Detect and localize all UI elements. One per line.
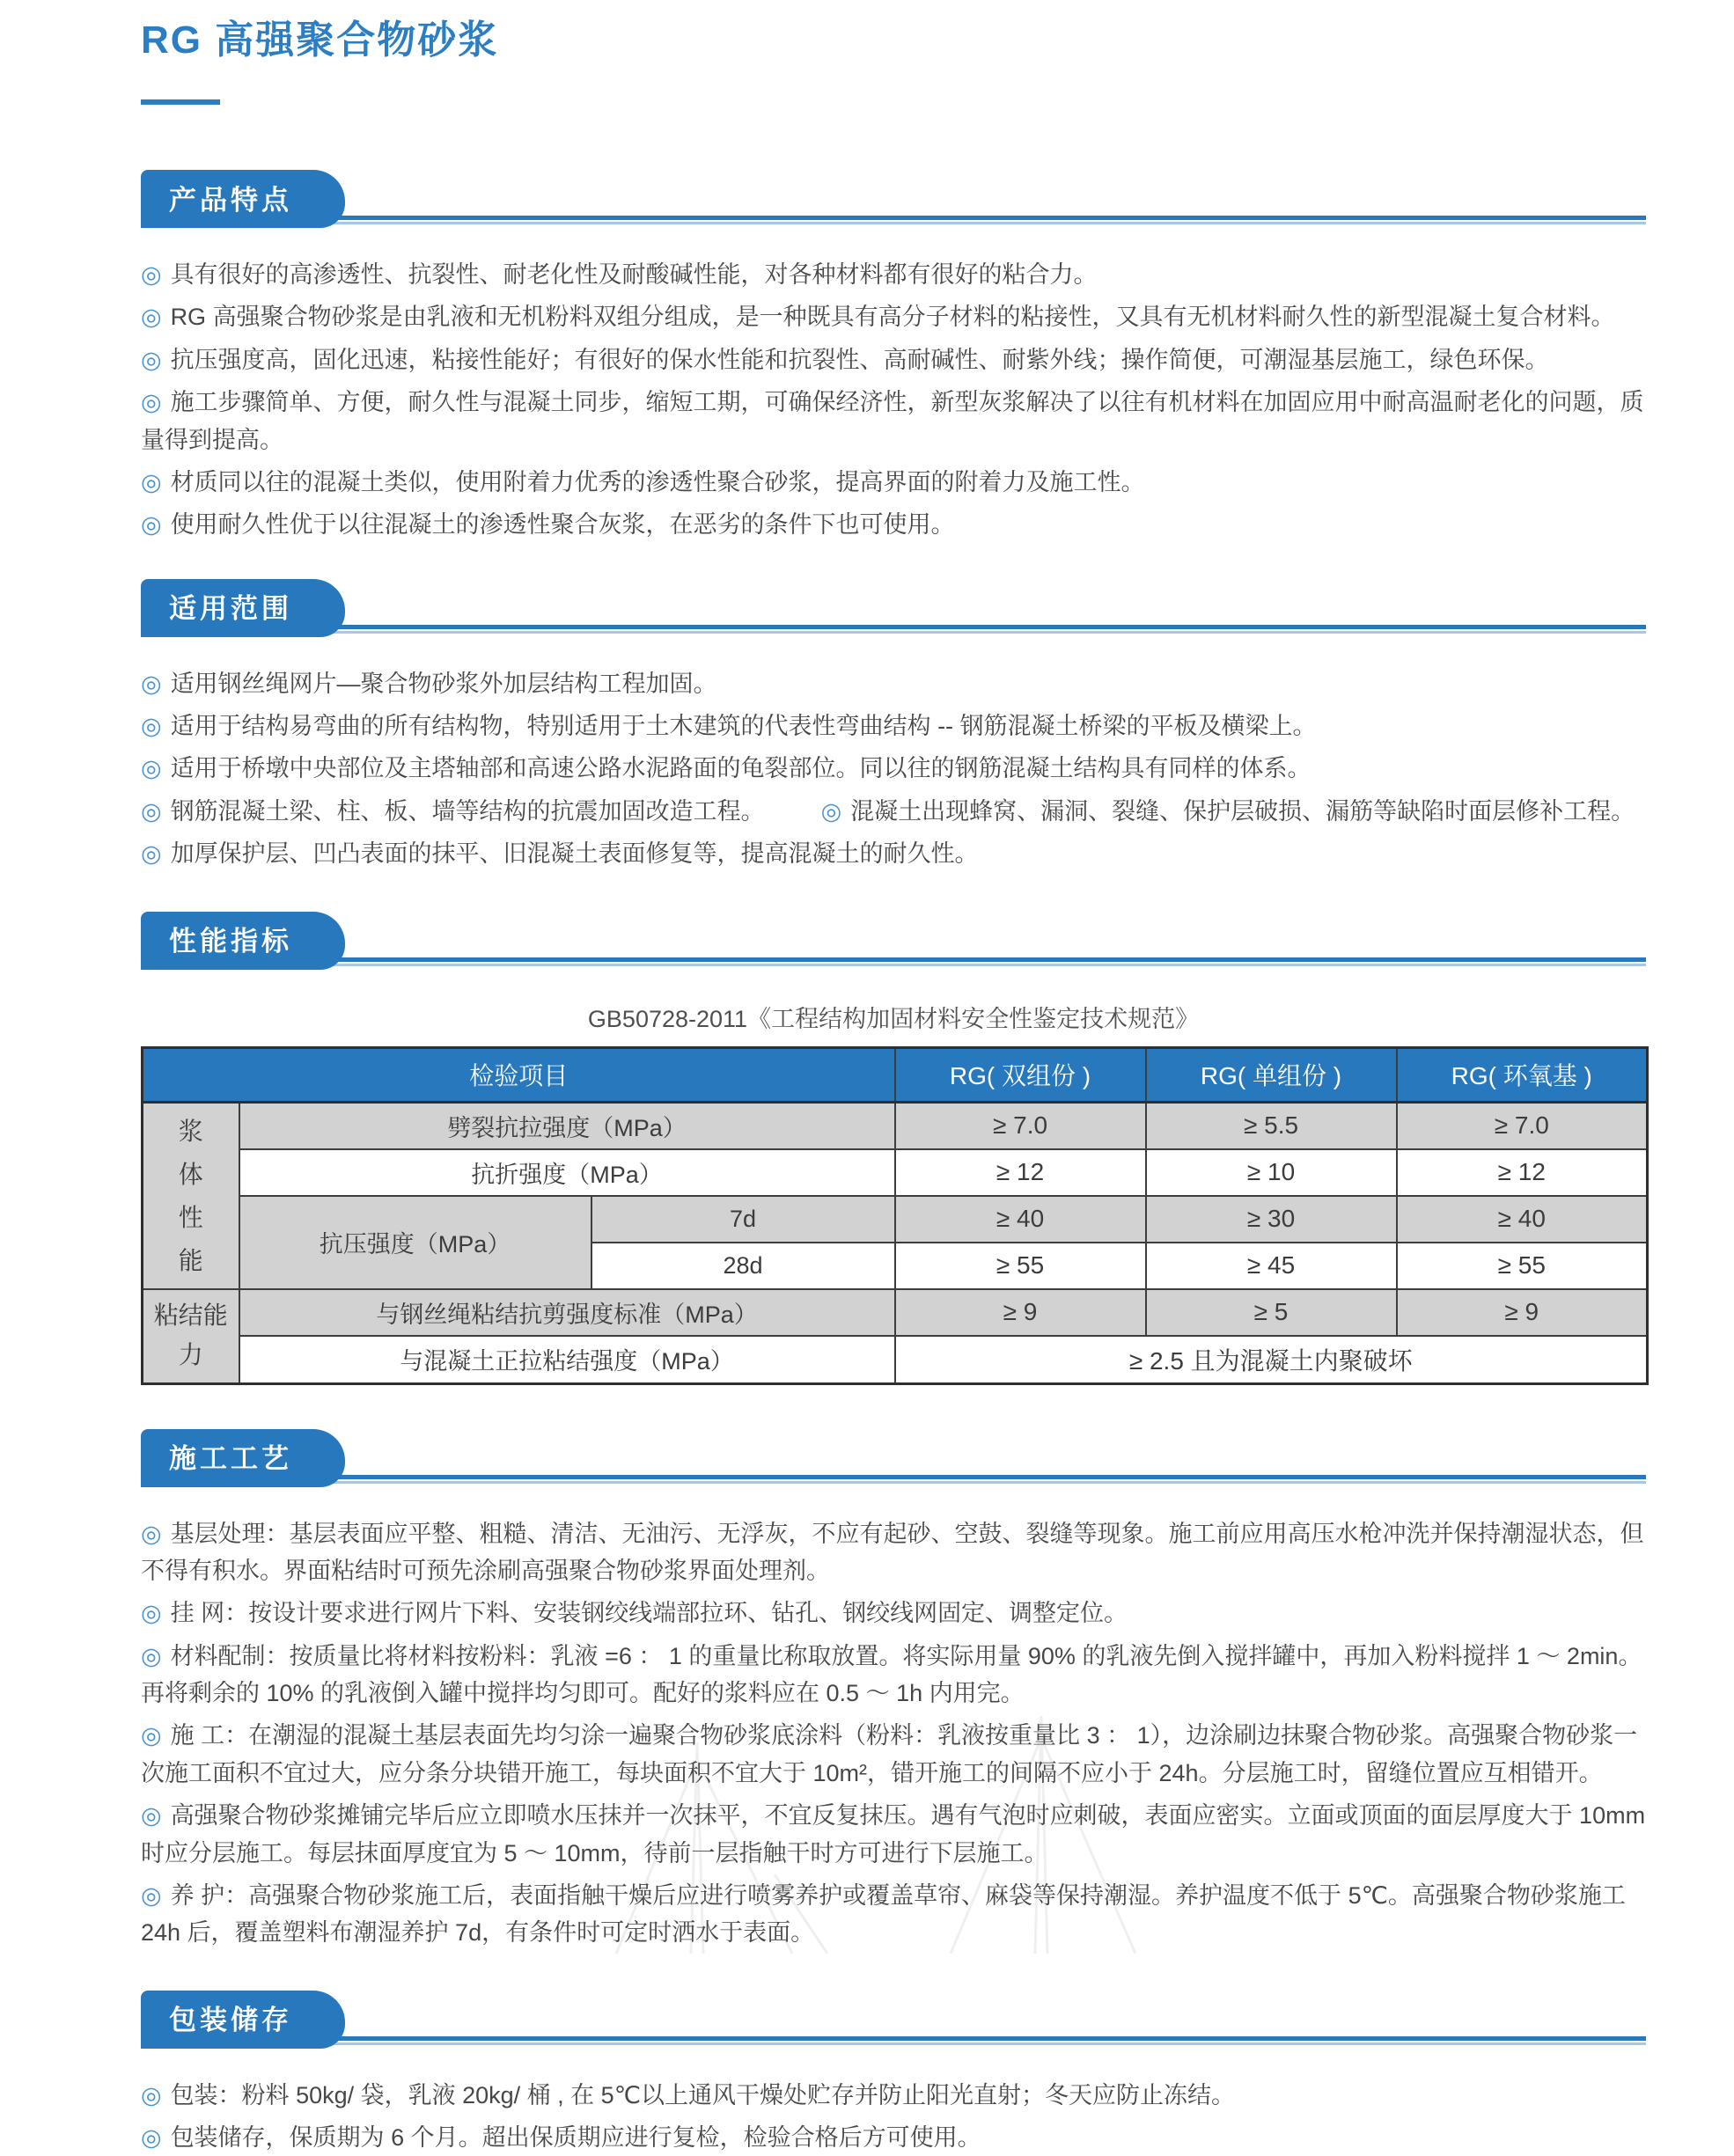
list-item <box>141 341 1646 378</box>
list-item-text: 材质同以往的混凝土类似，使用附着力优秀的渗透性聚合砂浆，提高界面的附着力及施工性。 <box>170 468 1145 495</box>
bullet-icon: ◎ <box>141 797 162 825</box>
value-cell: ≥ 55 <box>895 1243 1146 1289</box>
bullet-icon: ◎ <box>141 389 162 416</box>
header-cell-rg1: RG( 单组份 ) <box>1146 1047 1397 1102</box>
bullet-icon: ◎ <box>141 755 162 782</box>
value-cell: ≥ 30 <box>1146 1196 1397 1243</box>
section-tab-scope <box>141 579 345 637</box>
list-item <box>141 1638 1646 1712</box>
item-cell: 劈裂抗拉强度（MPa） <box>239 1102 895 1149</box>
bullet-icon: ◎ <box>141 1722 162 1749</box>
value-cell: ≥ 9 <box>1397 1289 1648 1336</box>
list-item-text: 抗压强度高，固化迅速，粘接性能好；有很好的保水性能和抗裂性、高耐碱性、耐紫外线；操作简便，可潮湿基层施工，绿色环保。 <box>170 346 1549 373</box>
value-cell: ≥ 12 <box>895 1149 1146 1196</box>
header-cell-rge: RG( 环氧基 ) <box>1397 1047 1648 1102</box>
table-row <box>143 1149 1648 1196</box>
list-item <box>141 1515 1646 1590</box>
bullet-icon: ◎ <box>141 1520 162 1547</box>
list-item-text: 加厚保护层、凹凸表面的抹平、旧混凝土表面修复等，提高混凝土的耐久性。 <box>170 840 979 868</box>
item-cell: 与钢丝绳粘结抗剪强度标准（MPa） <box>239 1289 895 1336</box>
table-caption: GB50728-2011《工程结构加固材料安全性鉴定技术规范》 <box>587 1005 1200 1032</box>
page-title: RG 高强聚合物砂浆 <box>141 18 499 62</box>
value-cell-span: ≥ 2.5 且为混凝土内聚破坏 <box>895 1336 1648 1384</box>
list-item-text: 钢筋混凝土梁、柱、板、墙等结构的抗震加固改造工程。 <box>170 797 765 825</box>
list-item-text: 包装：粉料 50kg/ 袋，乳液 20kg/ 桶 , 在 5℃以上通风干燥处贮存并防止阳光直射；冬天应防止冻结。 <box>170 2081 1236 2108</box>
bullet-icon: ◎ <box>141 1642 162 1669</box>
bullet-icon: ◎ <box>141 840 162 868</box>
bullet-icon: ◎ <box>141 511 162 539</box>
list-item <box>141 464 1646 501</box>
bullet-icon: ◎ <box>141 670 162 697</box>
list-item-text: 使用耐久性优于以往混凝土的渗透性聚合灰浆，在恶劣的条件下也可使用。 <box>170 511 955 539</box>
bullet-icon: ◎ <box>141 1802 162 1830</box>
features-list <box>141 256 1646 544</box>
section-rule <box>141 957 1646 962</box>
value-cell: ≥ 10 <box>1146 1149 1397 1196</box>
list-item-text: 适用钢丝绳网片—聚合物砂浆外加层结构工程加固。 <box>170 670 717 697</box>
bullet-icon: ◎ <box>141 2124 162 2151</box>
list-item <box>141 1717 1646 1792</box>
table-header-row <box>143 1047 1648 1102</box>
section-header-features <box>141 170 1646 231</box>
section-title: 性能指标 <box>169 926 292 957</box>
list-item <box>141 256 1646 293</box>
section-rule <box>141 2036 1646 2041</box>
scope-list <box>141 665 1646 873</box>
table-row <box>143 1196 1648 1243</box>
table-row <box>143 1289 1648 1336</box>
sub-cell: 28d <box>591 1243 895 1289</box>
item-cell-compressive: 抗压强度（MPa） <box>239 1196 591 1289</box>
value-cell: ≥ 7.0 <box>1397 1102 1648 1149</box>
value-cell: ≥ 40 <box>895 1196 1146 1243</box>
list-item-text: 挂 网：按设计要求进行网片下料、安装钢绞线端部拉环、钻孔、钢绞线网固定、调整定位。 <box>170 1600 1128 1627</box>
header-cell-item: 检验项目 <box>143 1047 895 1102</box>
list-item-text: 适用于桥墩中央部位及主塔轴部和高速公路水泥路面的龟裂部位。同以往的钢筋混凝土结构具有同样的体系。 <box>170 755 1312 782</box>
sub-cell: 7d <box>591 1196 895 1243</box>
list-item <box>141 1595 1646 1632</box>
list-item <box>141 1797 1646 1872</box>
section-header-packaging <box>141 1991 1646 2052</box>
value-cell: ≥ 45 <box>1146 1243 1397 1289</box>
section-title: 产品特点 <box>169 184 292 216</box>
value-cell: ≥ 12 <box>1397 1149 1648 1196</box>
section-rule-light <box>141 964 1646 966</box>
performance-table <box>141 1046 1649 1385</box>
bullet-icon: ◎ <box>141 1600 162 1627</box>
list-item-text: 高强聚合物砂浆摊铺完毕后应立即喷水压抹并一次抹平，不宜反复抹压。遇有气泡时应刺破，表面应密实。立面或顶面的面层厚度大于 10mm 时应分层施工。每层抹面厚度宜为 5 ～ 10mm，待前一层指触干时方可进行下层施工。 <box>141 1802 1646 1866</box>
value-cell: ≥ 55 <box>1397 1243 1648 1289</box>
value-cell: ≥ 7.0 <box>895 1102 1146 1149</box>
section-rule <box>141 625 1646 629</box>
value-cell: ≥ 5.5 <box>1146 1102 1397 1149</box>
section-header-performance <box>141 912 1646 973</box>
title-underline <box>141 99 220 105</box>
packaging-list <box>141 2077 1646 2156</box>
section-rule-light <box>141 222 1646 224</box>
section-title: 施工工艺 <box>169 1443 292 1474</box>
section-title: 适用范围 <box>169 593 292 625</box>
list-item <box>141 506 1646 543</box>
list-item <box>141 665 1646 702</box>
bullet-icon: ◎ <box>820 797 842 825</box>
group-label: 浆体性能 <box>178 1117 203 1274</box>
value-cell: ≥ 9 <box>895 1289 1146 1336</box>
section-rule <box>141 216 1646 220</box>
group-label: 粘结能力 <box>153 1302 228 1368</box>
list-item <box>141 2119 1646 2156</box>
section-rule <box>141 1475 1646 1479</box>
list-item <box>141 298 1646 335</box>
item-cell: 与混凝土正拉粘结强度（MPa） <box>239 1336 895 1384</box>
list-item <box>141 2077 1646 2114</box>
section-tab-construction <box>141 1429 345 1487</box>
construction-list <box>141 1515 1646 1952</box>
list-item-text: 施工步骤简单、方便，耐久性与混凝土同步，缩短工期，可确保经济性，新型灰浆解决了以往有机材料在加固应用中耐高温耐老化的问题，质量得到提高。 <box>141 389 1644 453</box>
bullet-icon: ◎ <box>141 1881 162 1909</box>
list-item-double <box>141 793 1646 830</box>
bullet-icon: ◎ <box>141 346 162 373</box>
list-item-text: 养 护：高强聚合物砂浆施工后，表面指触干燥后应进行喷雾养护或覆盖草帘、麻袋等保持潮湿。养护温度不低于 5℃。高强聚合物砂浆施工 24h 后，覆盖塑料布潮湿养护 7d，有条件时可定时洒水于表面。 <box>141 1881 1626 1947</box>
list-item-text: 具有很好的高渗透性、抗裂性、耐老化性及耐酸碱性能，对各种材料都有很好的粘合力。 <box>170 261 1098 288</box>
section-tab-packaging <box>141 1991 345 2049</box>
list-item <box>141 835 1646 872</box>
list-item-text: 基层处理：基层表面应平整、粗糙、清洁、无油污、无浮灰，不应有起砂、空鼓、裂缝等现象。施工前应用高压水枪冲洗并保持潮湿状态，但不得有积水。界面粘结时可预先涂刷高强聚合物砂浆界面处理剂。 <box>141 1520 1644 1584</box>
list-item-text: 材料配制：按质量比将材料按粉料：乳液 =6 ： 1 的重量比称取放置。将实际用量 90% 的乳液先倒入搅拌罐中，再加入粉料搅拌 1 ～ 2min。再将剩余的 10% 的乳液倒入罐中搅拌均匀即可。配好的浆料应在 0.5 ～ 1h 内用完。 <box>141 1642 1642 1706</box>
group-cell-paste <box>143 1102 239 1289</box>
list-item-text: 施 工：在潮湿的混凝土基层表面先均匀涂一遍聚合物砂浆底涂料（粉料：乳液按重量比 3 ： 1），边涂刷边抹聚合物砂浆。高强聚合物砂浆一次施工面积不宜过大，应分条分块错开施工，每块面积不宜大于 10m²，错开施工的间隔不应小于 24h。分层施工时，留缝位置应互相错开。 <box>141 1722 1638 1786</box>
section-header-scope <box>141 579 1646 641</box>
group-cell-bond <box>143 1289 239 1384</box>
section-tab-performance <box>141 912 345 970</box>
bullet-icon: ◎ <box>141 713 162 739</box>
list-item-text: RG 高强聚合物砂浆是由乳液和无机粉料双组分组成，是一种既具有高分子材料的粘接性，又具有无机材料耐久性的新型混凝土复合材料。 <box>170 304 1615 331</box>
value-cell: ≥ 5 <box>1146 1289 1397 1336</box>
table-row <box>143 1102 1648 1149</box>
list-item-text: 包装储存，保质期为 6 个月。超出保质期应进行复检，检验合格后方可使用。 <box>170 2124 981 2151</box>
section-rule-light <box>141 1481 1646 1484</box>
list-item-text: 混凝土出现蜂窝、漏洞、裂缝、保护层破损、漏筋等缺陷时面层修补工程。 <box>850 797 1635 825</box>
list-item <box>141 708 1646 744</box>
section-rule-light <box>141 2042 1646 2045</box>
bullet-icon: ◎ <box>141 468 162 495</box>
section-tab-features <box>141 170 345 228</box>
value-cell: ≥ 40 <box>1397 1196 1648 1243</box>
bullet-icon: ◎ <box>141 261 162 288</box>
item-cell: 抗折强度（MPa） <box>239 1149 895 1196</box>
list-item <box>141 750 1646 787</box>
section-title: 包装储存 <box>169 2005 292 2036</box>
section-rule-light <box>141 631 1646 634</box>
list-item <box>141 1877 1646 1952</box>
bullet-icon: ◎ <box>141 2081 162 2108</box>
list-item <box>141 384 1646 458</box>
bullet-icon: ◎ <box>141 304 162 331</box>
section-header-construction <box>141 1429 1646 1491</box>
list-item-text: 适用于结构易弯曲的所有结构物，特别适用于土木建筑的代表性弯曲结构 -- 钢筋混凝土桥梁的平板及横梁上。 <box>170 713 1317 739</box>
header-cell-rg2: RG( 双组份 ) <box>895 1047 1146 1102</box>
table-row <box>143 1336 1648 1384</box>
